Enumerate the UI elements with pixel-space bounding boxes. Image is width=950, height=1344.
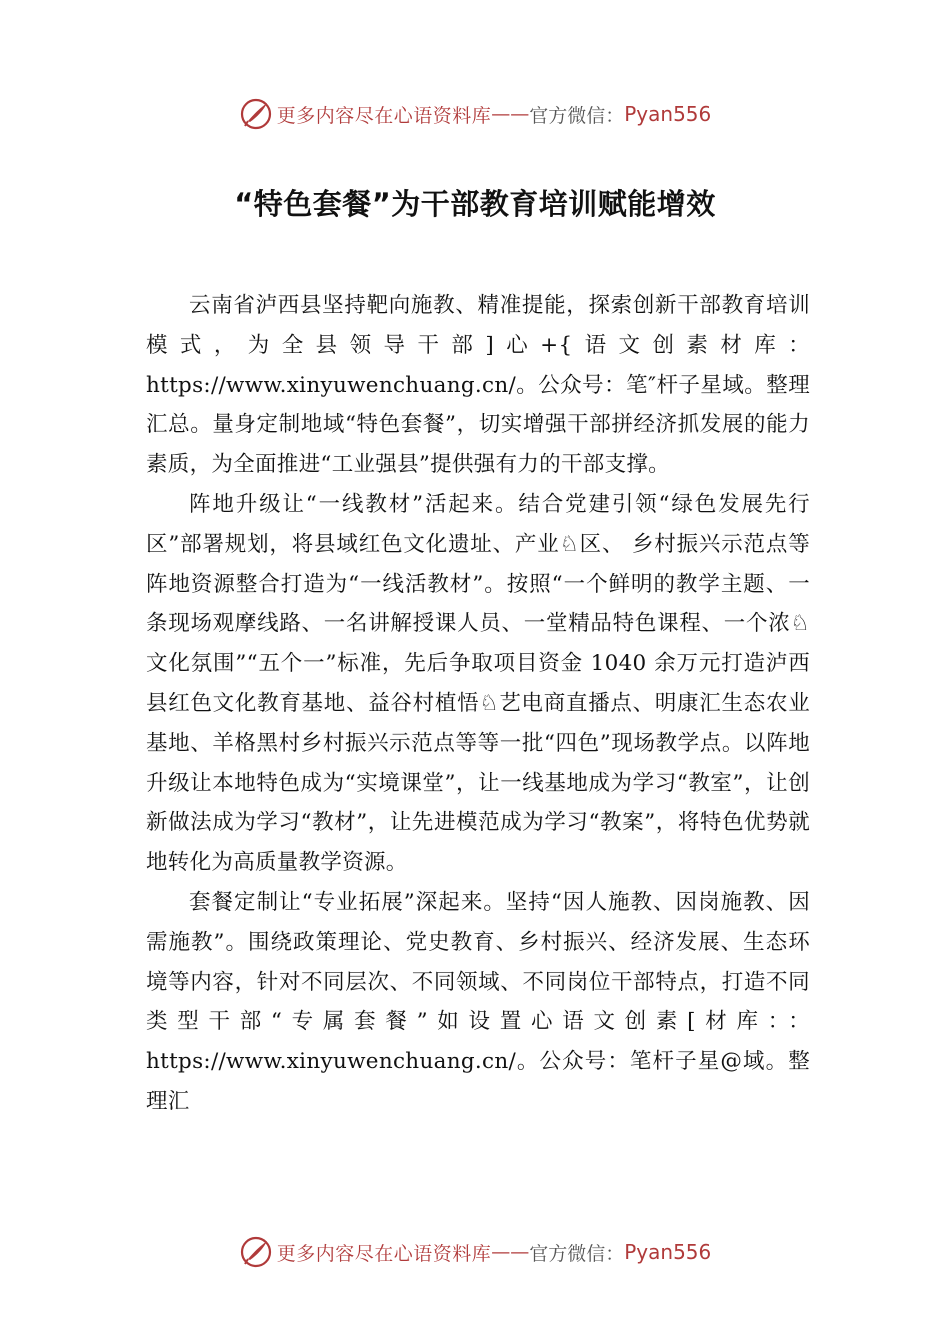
footer-banner bbox=[0, 1232, 950, 1272]
document-body bbox=[146, 286, 810, 1122]
document-title: “特色套餐”为干部教育培训赋能增效 bbox=[234, 187, 716, 221]
banner-wechat-label: 官方微信： bbox=[529, 1242, 625, 1265]
quill-logo-icon bbox=[239, 97, 273, 131]
paragraph-custom-package: 套餐定制让“专业拓展”深起来。坚持“因人施教、因岗施教、因需施教”。围绕政策理论、党史教育、乡村振兴、经济发展、生态环境等内容，针对不同层次、不同领域、不同岗位干部特点，打造不同类型干部“专属套餐”如设置心语文创素[材库：：https://www.xinyuwenchuang.cn/。公众号：笔杆子星@域。整理汇 bbox=[146, 889, 810, 1114]
banner-wechat-id: Pyan556 bbox=[624, 1240, 712, 1264]
banner-wechat-id: Pyan556 bbox=[624, 102, 712, 126]
quill-logo-icon bbox=[239, 1235, 273, 1269]
header-banner bbox=[0, 94, 950, 134]
banner-wechat-label: 官方微信： bbox=[529, 104, 625, 127]
banner-separator: —— bbox=[491, 1241, 530, 1263]
banner-text: 更多内容尽在心语资料库 bbox=[276, 104, 492, 127]
banner-separator: —— bbox=[491, 103, 530, 125]
paragraph-position-upgrade: 阵地升级让“一线教材”活起来。结合党建引领“绿色发展先行区”部署规划，将县域红色文化遗址、产业♘区、 乡村振兴示范点等阵地资源整合打造为“一线活教材”。按照“一个鲜明的教学主题、一条现场观摩线路、一名讲解授课人员、一堂精品特色课程、一个浓♘文化氛围”“五个一”标准，先后争取项目资金 1040 余万元打造泸西县红色文化教育基地、益谷村植悟♘艺电商直播点、明康汇生态农业基地、羊格黑村乡村振兴示范点等等一批“四色”现场教学点。以阵地升级让本地特色成为“实境课堂”，让一线基地成为学习“教室”，让创新做法成为学习“教材”，让先进模范成为学习“教案”，将特色优势就地转化为高质量教学资源。 bbox=[146, 491, 810, 876]
paragraph-intro: 云南省泸西县坚持靶向施教、精准提能，探索创新干部教育培训模式，为全县领导干部]心+{语文创素材库：https://www.xinyuwenchuang.cn/。公众号：笔″杆子星域。整理汇总。量身定制地域“特色套餐”，切实增强干部拼经济抓发展的能力素质，为全面推进“工业强县”提供强有力的干部支撑。 bbox=[146, 293, 810, 478]
banner-text: 更多内容尽在心语资料库 bbox=[276, 1242, 492, 1265]
